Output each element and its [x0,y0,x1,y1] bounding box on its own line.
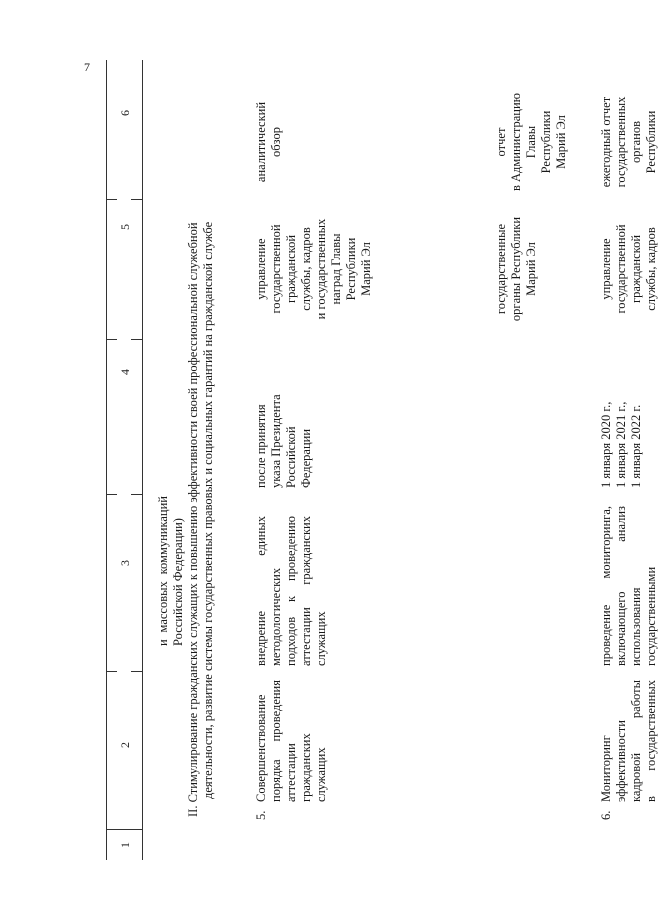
content-cell [254,516,329,666]
executors-line: управление [254,238,268,300]
measure-line: Мониторинг [599,735,613,802]
column-divider [131,199,142,200]
result-line: в Администрацию [509,92,523,192]
executors-line: органы Республики [509,216,523,322]
result-line: Главы [524,125,538,159]
column-divider [131,671,142,672]
executors-line: управление [599,238,613,300]
executors-line: службы, кадров [644,227,658,311]
deadline-line: Российской [284,426,298,488]
executors-line: Марий Эл [524,242,538,296]
deadline-cell [254,348,314,488]
executors-line: государственной [269,224,283,314]
page-number: 7 [84,60,90,74]
content-line: государственными [644,566,658,666]
executors-line: Марий Эл [359,242,373,296]
result-line: Республики [539,110,553,174]
section-heading-line: деятельности, развитие системы государственных правовых и социальных гарантий на гражданской службе [201,221,215,799]
content-line: использования [629,587,643,666]
column-divider [106,829,142,830]
content-line: служащих [314,611,328,666]
deadline-line: Федерации [299,428,313,488]
executors-cell [494,204,539,334]
deadline-line: после принятия [254,404,268,488]
content-line: проведение мониторинга, [599,506,613,666]
row-number: 6. [599,810,613,820]
header-col-4: 4 [118,369,132,375]
executors-line: и государственных [314,218,328,320]
header-col-5: 5 [118,224,132,230]
deadline-line: 1 января 2021 г., [614,401,628,488]
column-divider [106,339,117,340]
result-line: ежегодный отчет [599,96,613,188]
result-line: аналитический [254,101,268,183]
header-col-3: 3 [118,560,132,566]
section-heading-line: II. Стимулирование гражданских служащих к повышению эффективности своей профессиональной служебной [186,222,200,817]
column-divider [106,199,117,200]
deadline-line: 1 января 2020 г., [599,401,613,488]
header-col-6: 6 [118,110,132,116]
continuation-line: Российской Федерации) [171,518,185,646]
measure-line: Совершенствование [254,694,268,802]
measure-cell [599,680,659,802]
executors-cell [254,204,374,334]
header-col-2: 2 [118,742,132,748]
executors-line: гражданской [629,234,643,304]
column-divider [131,339,142,340]
continuation-text [156,496,186,646]
result-line: обзор [269,127,283,157]
content-cell [599,506,659,666]
executors-line: государственной [614,224,628,314]
content-line: аттестации гражданских [299,516,313,666]
deadline-line: указа Президента [269,394,283,488]
column-divider [106,494,117,495]
executors-line: наград Главы [329,233,343,305]
measure-line: гражданских [299,733,313,802]
executors-cell [599,204,659,334]
column-divider [106,671,117,672]
rotated-table-page [84,60,658,860]
deadline-cell [599,348,644,488]
result-line: государственных [614,96,628,188]
content-line: подходов к проведению [284,516,298,666]
result-cell [599,92,659,192]
measure-line: аттестации [284,743,298,802]
deadline-line: 1 января 2022 г. [629,404,643,488]
column-divider [131,494,142,495]
measure-line: эффективности [614,720,628,802]
result-line: органов [629,120,643,164]
result-line: Республики [644,110,658,174]
result-cell [254,92,284,192]
content-line: включающего анализ [614,506,628,666]
row-number: 5. [254,810,268,820]
executors-line: Республики [344,237,358,301]
measure-line: служащих [314,747,328,802]
measure-cell [254,680,329,802]
executors-line: гражданской [284,234,298,304]
measure-line: в государственных [644,680,658,802]
result-cell [494,92,569,192]
continuation-line: и массовых коммуникаций [156,496,170,646]
measure-line: порядка проведения [269,680,283,802]
content-line: методологических [269,567,283,666]
header-top-rule [106,60,107,860]
executors-line: службы, кадров [299,227,313,311]
measure-line: кадровой работы [629,680,643,802]
header-bottom-rule [142,60,143,860]
result-line: Марий Эл [554,115,568,169]
executors-line: государственные [494,223,508,315]
content-line: внедрение единых [254,516,268,666]
result-line: отчет [494,127,508,157]
header-col-1: 1 [118,842,132,848]
section-heading [186,137,216,817]
